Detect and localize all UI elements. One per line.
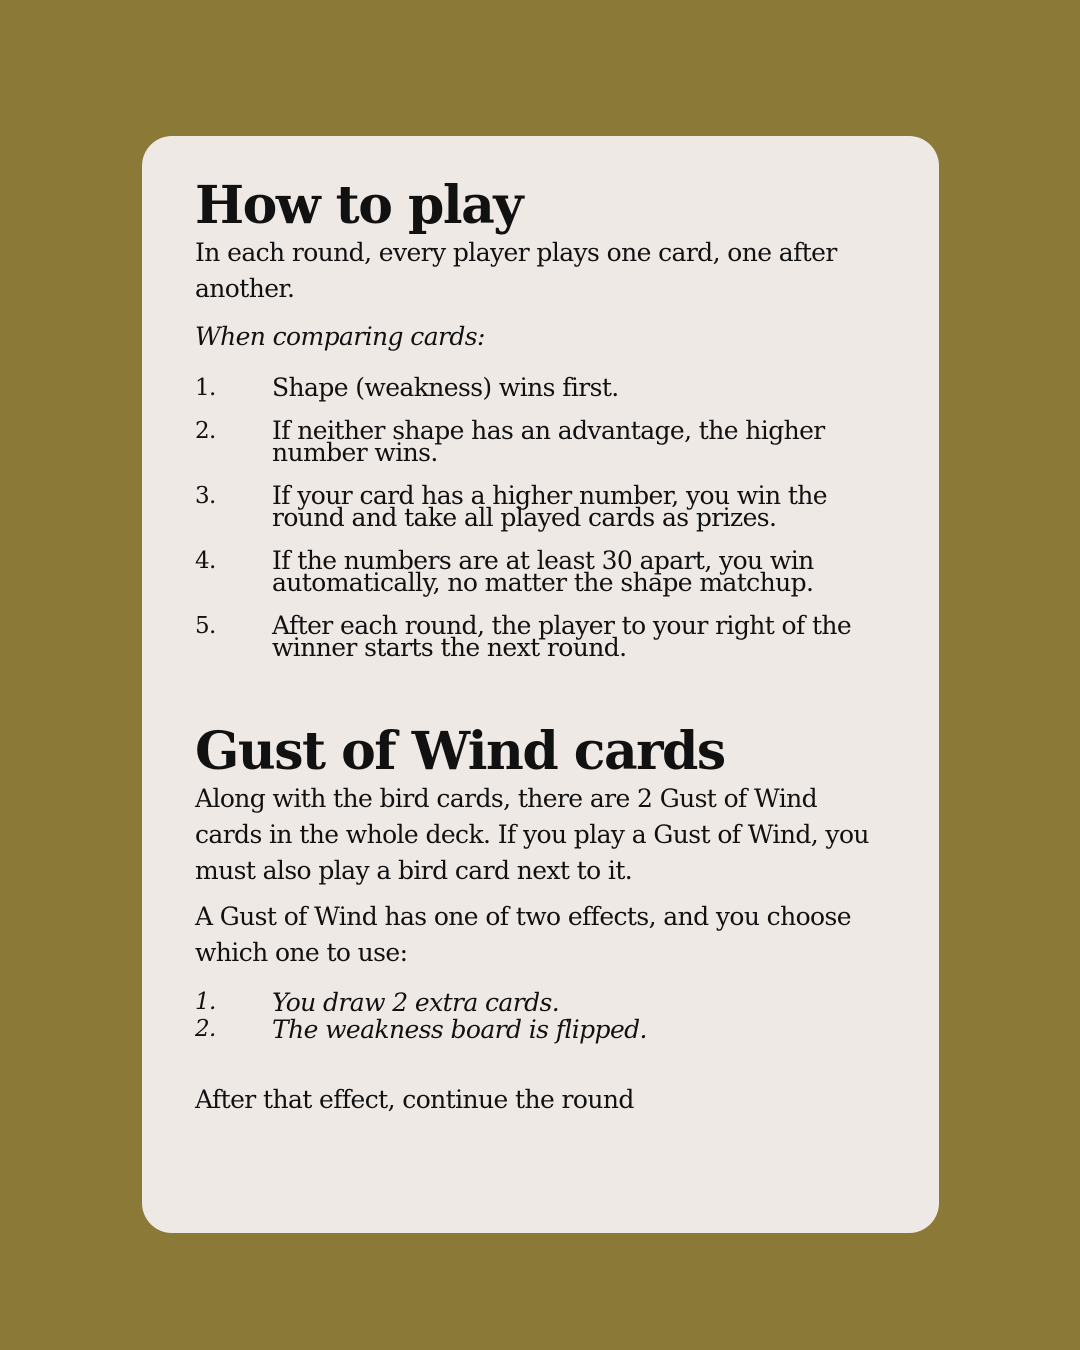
rule-text: Shape (weakness) wins first.: [272, 373, 619, 402]
gust-of-wind-heading: Gust of Wind cards: [195, 721, 725, 782]
effects-list: [195, 989, 885, 1043]
rule-number: 3.: [195, 483, 216, 509]
effect-number: 1.: [195, 989, 216, 1015]
effect-text: You draw 2 extra cards.: [272, 988, 560, 1017]
rule-item: [195, 373, 885, 402]
rule-number: 5.: [195, 613, 216, 639]
gust-paragraph-2: A Gust of Wind has one of two effects, and you choose which one to use:: [195, 902, 851, 967]
rule-text: If the numbers are at least 30 apart, you win automatically, no matter the shape matchup.: [272, 546, 814, 597]
effect-text: The weakness board is flipped.: [272, 1015, 647, 1044]
rule-number: 2.: [195, 418, 216, 444]
effect-item: [195, 989, 885, 1016]
rule-item: [195, 611, 885, 662]
rule-item: [195, 416, 885, 467]
rule-text: After each round, the player to your right of the winner starts the next round.: [272, 611, 852, 662]
gust-outro: After that effect, continue the round: [195, 1085, 634, 1114]
rule-item: [195, 546, 885, 597]
rule-number: 4.: [195, 548, 216, 574]
rules-list: [195, 373, 885, 680]
how-to-play-heading: How to play: [195, 175, 523, 236]
rule-text: If neither shape has an advantage, the higher number wins.: [272, 416, 825, 467]
rules-card: [142, 136, 939, 1233]
rule-text: If your card has a higher number, you win the round and take all played cards as prizes.: [272, 481, 827, 532]
gust-paragraph-1: Along with the bird cards, there are 2 Gust of Wind cards in the whole deck. If you play a Gust of Wind, you must also play a bird card next to it.: [195, 784, 869, 885]
compare-label: When comparing cards:: [195, 322, 485, 351]
rule-number: 1.: [195, 375, 216, 401]
how-to-play-intro: In each round, every player plays one card, one after another.: [195, 238, 837, 303]
rule-item: [195, 481, 885, 532]
effect-item: [195, 1016, 885, 1043]
effect-number: 2.: [195, 1016, 216, 1042]
